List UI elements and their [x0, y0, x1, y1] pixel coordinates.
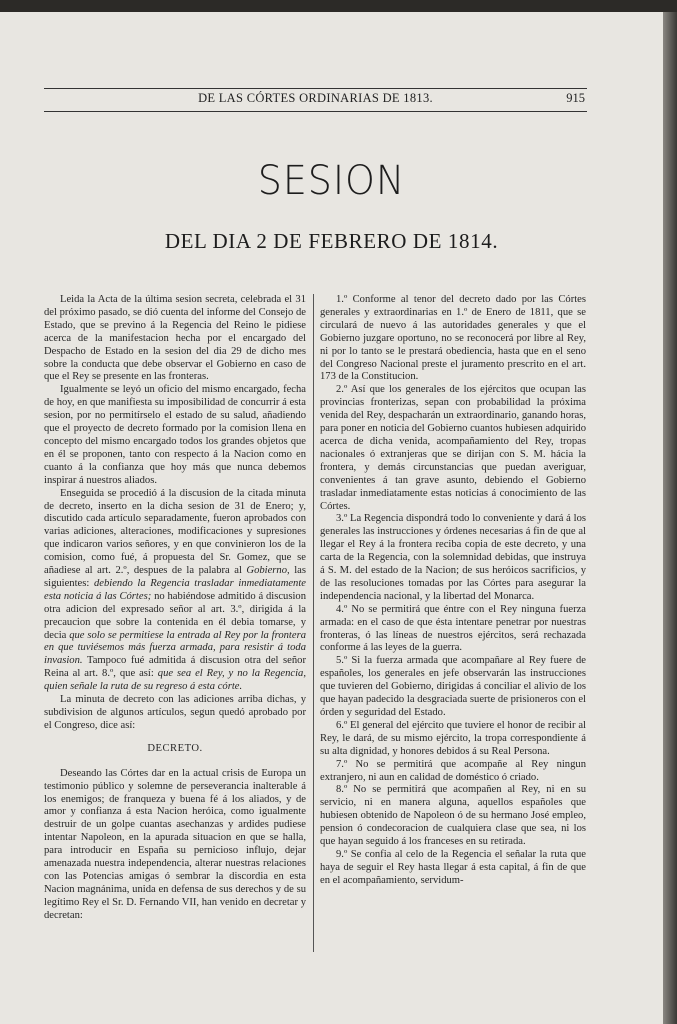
decreto-heading: DECRETO.	[147, 742, 203, 754]
paragraph-minuta: La minuta de decreto con las adiciones arriba dichas, y subdivision de algunos artículos, segun quedó aprobado por el Congreso, dice así:	[44, 694, 306, 731]
article-5: 5.º Si la fuerza armada que acompañare al Rey fuere de españoles, los generales en jefe observarán las instrucciones que tuvieren del Gobierno, dirigidas á conciliar el alivio de los que hayan padecido la desgraciada suerte de prisioneros con el órden y seguridad del Estado.	[320, 655, 586, 718]
scan-top-border	[0, 0, 677, 12]
running-title: DE LAS CÓRTES ORDINARIAS DE 1813.	[198, 91, 433, 105]
paragraph-preambulo: Deseando las Córtes dar en la actual crisis de Europa un testimonio público y solemne de perseverancia inalterable á los enemigos; de franqueza y buena fé á los aliados, y de amor y confianza á esta Nacion heróica, como igualmente destruir de un golpe cuantas asechanzas y ardides pudiese intentar Napoleon, en la apurada situacion en que se halla, para introducir en España su pernicioso influjo, dejar amenazada nuestra independencia, alterar nuestras relaciones con las Potencias amigas ó sembrar la discordia en esta Nacion magnánima, unida en defensa de sus derechos y de su legítimo Rey el Sr. D. Fernando VII, han venido en decretar y decretan:	[44, 767, 306, 921]
article-1: 1.º Conforme al tenor del decreto dado por las Córtes generales y extraordinarias en 1.º de Enero de 1811, que se circulará de nuevo á las autoridades generales y que el Gobierno juzgare oportuno, no se reconocerá por libre al Rey, ni por lo tanto se le prestará obediencia, hasta que en el seno del Congreso Nacional preste el juramento prescrito en el art. 173 de la Constitucion.	[320, 294, 586, 383]
paragraph-acta: Leida la Acta de la última sesion secreta, celebrada el 31 del próximo pasado, se dió cuenta del informe del Consejo de Estado, que se previno á la Regencia del Reino le pidiese acerca de la manifestacion hecha por el encargado del Despacho de Estado en la sesion del dia 29 de dicho mes sobre la conducta que debe observar el Gobierno en caso de que el Rey se presente en las fronteras.	[44, 294, 306, 383]
page-number: 915	[566, 91, 585, 105]
article-7: 7.º No se permitirá que acompañe al Rey ningun extranjero, ni aun en calidad de doméstico ó criado.	[320, 758, 586, 783]
paragraph-oficio: Igualmente se leyó un oficio del mismo encargado, fecha de hoy, en que manifiesta su imposibilidad de concurrir á esta sesion, por no permitírselo el estado de su salud, añadiendo que el proyecto de decreto formado por la comision llena en concepto del mismo encargado todos los grandes objetos que en él se proponen, tanto con respecto á la Nacion como en cuanto á la confianza que hoy más que nunca debemos inspirar á nuestros aliados.	[44, 384, 306, 486]
paragraph-discusion: Enseguida se procedió á la discusion de la citada minuta de decreto, inserto en la dicha sesion de 31 de Enero; y, discutido cada artículo separadamente, fueron aprobados con varias adiciones, alteraciones, modificaciones y supresiones que indicaron varios señores, y en que convinieron los de la comision, como fué, á propuesta del Sr. Gomez, que se añadiese al art. 2.º, despues de la palabra al Gobierno, las siguientes: debiendo la Regencia trasladar inmediatamente esta noticia á las Córtes; no habiéndose admitido á discusion otra adicion del expresado señor al art. 3.º, dirigida á la precaucion que sobre la contenida en él debia tomarse, y decia que solo se permitiese la entrada al Rey por la frontera en que tuviésemos más fuerza armada, para resistir á toda invasion. Tampoco fué admitida á discusion otra del señor Reina al art. 8.º, que así: que sea el Rey, y no la Regencia, quien señale la ruta de su regreso á esta córte.	[44, 487, 306, 693]
running-header	[44, 88, 587, 112]
right-column	[320, 294, 586, 888]
article-8: 8.º No se permitirá que acompañen al Rey, ni en su servicio, ni en manera alguna, aquellos españoles que hubiesen obtenido de Napoleon ó de su hermano José empleo, pension ó condecoracion de cualquiera clase que sea, ni los que hayan seguido á los franceses en su retirada.	[320, 784, 586, 848]
session-title: SESION	[257, 158, 406, 204]
article-4: 4.º No se permitirá que éntre con el Rey ninguna fuerza armada: en el caso de que ésta intentare penetrar por nuestras fronteras, ó las líneas de nuestros ejércitos, será rechazada conforme á las leyes de la guerra.	[320, 603, 586, 654]
article-2: 2.º Así que los generales de los ejércitos que ocupan las provincias fronterizas, sepan con probabilidad la próxima venida del Rey, despacharán un extraordinario, ganando horas, para poner en noticia del Gobierno cuantos hubiesen adquirido acerca de dicha venida, acompañamiento del Rey, tropas nacionales ó extranjeras que se dirijan con S. M. hácia la frontera, y demás circunstancias que puedan averiguar, convenientes á tan grave asunto, debiendo el Gobierno trasladar inmediatamente estas noticias á conocimiento de las Córtes.	[320, 384, 586, 512]
session-date: DEL DIA 2 DE FEBRERO DE 1814.	[164, 229, 499, 253]
article-6: 6.º El general del ejército que tuviere el honor de recibir al Rey, le dará, de su mismo ejército, la tropa correspondiente á su alta dignidad, y honores debidos á su Real Persona.	[320, 719, 586, 757]
page-edge-shadow	[663, 0, 677, 1024]
article-3: 3.º La Regencia dispondrá todo lo conveniente y dará á los generales las instrucciones y órdenes necesarias á fin de que al llegar el Rey á la frontera reciba copia de este decreto, y una carta de la Regencia, con la solemnidad debidas, que instruya á S. M. del estado de la Nacion; de sus heróicos sacrificios, y de las resoluciones tomadas por las Córtes para asegurar la independencia nacional, y la libertad del Monarca.	[320, 513, 586, 602]
left-column	[44, 294, 306, 923]
column-divider	[313, 294, 314, 952]
article-9: 9.º Se confia al celo de la Regencia el señalar la ruta que haya de seguir el Rey hasta llegar á esta capital, á fin de que en el acompañamiento, servidum-	[320, 848, 586, 886]
